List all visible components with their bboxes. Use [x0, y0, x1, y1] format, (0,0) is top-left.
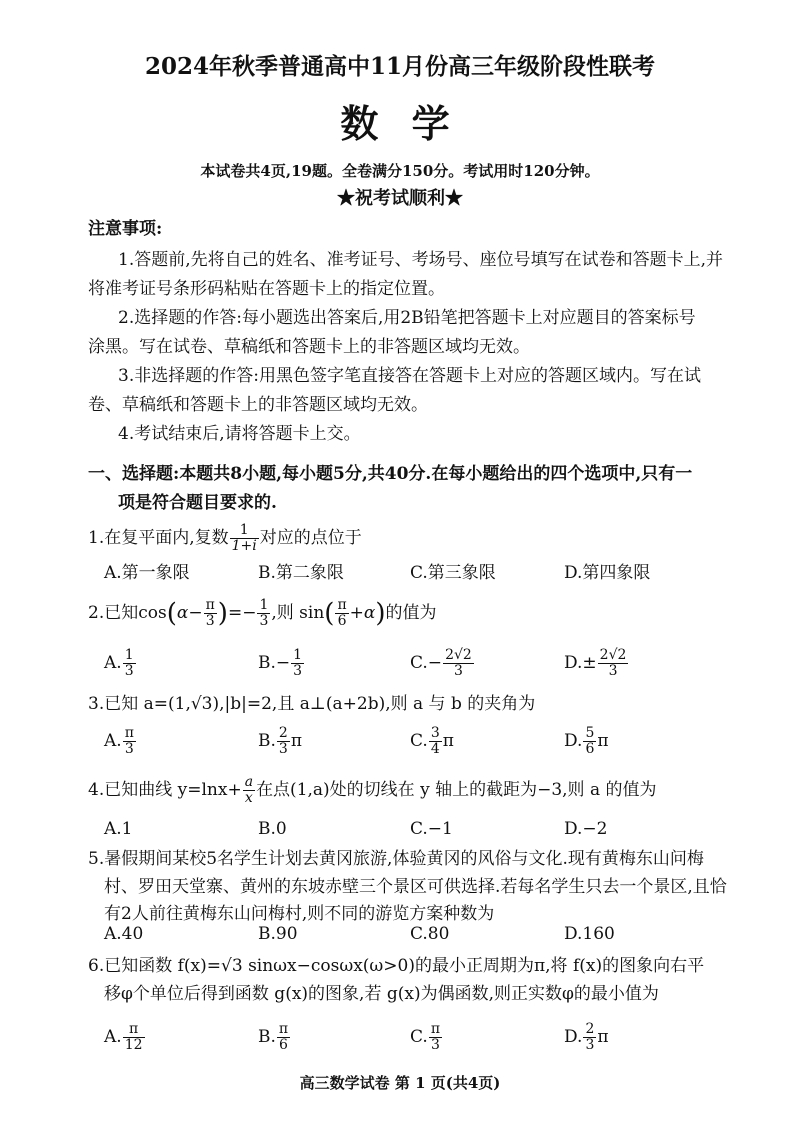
question-5-line: 5.暑假期间某校5名学生计划去黄冈旅游,体验黄冈的风俗与文化.现有黄梅东山问梅	[88, 849, 704, 869]
q2-d-label: D.±	[564, 653, 597, 673]
q6-d-label: D.	[564, 1027, 583, 1047]
q3-d-label: D.	[564, 731, 583, 751]
q2-option-c	[410, 648, 475, 679]
q2-option-a	[104, 648, 137, 679]
q3-a-label: A.	[104, 731, 122, 751]
q3-d-num: 5	[585, 725, 595, 741]
q2-b-num: 1	[293, 647, 303, 663]
section-heading: 一、选择题:本题共8小题,每小题5分,共40分.在每小题给出的四个选项中,只有一	[88, 464, 693, 484]
exam-info: 本试卷共4页,19题。全卷满分150分。考试用时120分钟。	[200, 162, 600, 180]
question-5-line: 有2人前往黄梅东山问梅村,则不同的游览方案种数为	[104, 904, 495, 924]
q3-b-label: B.	[258, 731, 276, 751]
q3-b-pi: π	[290, 731, 303, 751]
note-line: 1.答题前,先将自己的姓名、准考证号、考场号、座位号填写在试卷和答题卡上,并	[118, 250, 724, 270]
q2-arg2: +α	[349, 603, 376, 623]
q1-option-a: A.第一象限	[104, 563, 190, 583]
question-2: 2.已知cos(α− $\frac{\pi}{3}$ )=− $\frac{1}{3}$ ,则 sin( $\frac{\pi}{6}$ +α)的值为	[88, 597, 437, 629]
page-footer: 高三数学试卷 第 1 页(共4页)	[299, 1074, 501, 1092]
q6-option-c	[410, 1022, 443, 1053]
q3-option-c	[410, 726, 454, 757]
q3-c-label: C.	[410, 731, 428, 751]
q4-option-d: D.−2	[564, 819, 608, 839]
q3-a-num: π	[124, 725, 134, 741]
q3-c-pi: π	[442, 731, 454, 751]
note-line: 4.考试结束后,请将答题卡上交。	[118, 424, 361, 444]
q2-d-num: 2√2	[599, 647, 627, 663]
q1-option-d: D.第四象限	[564, 563, 651, 583]
note-line: 3.非选择题的作答:用黑色签字笔直接答在答题卡上对应的答题区域内。写在试	[118, 366, 701, 386]
q6-a-den: 12	[124, 1037, 143, 1053]
q2-c-num: 2√2	[445, 647, 472, 663]
q2-stem-pre: 2.已知cos	[88, 603, 167, 623]
q3-b-num: 2	[278, 725, 288, 741]
q6-option-d	[564, 1022, 609, 1053]
q2-then: ,则 sin	[271, 603, 325, 623]
q3-c-den: 4	[430, 741, 440, 757]
q6-b-label: B.	[258, 1027, 276, 1047]
q2-b-label: B.−	[258, 653, 291, 673]
q2-stem-post: 的值为	[385, 603, 437, 623]
q6-option-a	[104, 1022, 146, 1053]
q6-c-label: C.	[410, 1027, 428, 1047]
q2-a-num: 1	[124, 647, 134, 663]
question-6-line: 6.已知函数 f(x)=√3 sinωx−cosωx(ω>0)的最小正周期为π,将 f(x)的图象向右平	[88, 956, 705, 976]
q3-c-num: 3	[430, 725, 440, 741]
q1-option-c: C.第三象限	[410, 563, 496, 583]
q4-option-b: B.0	[258, 819, 287, 839]
note-line: 2.选择题的作答:每小题选出答案后,用2B铅笔把答题卡上对应题目的答案标号	[118, 308, 696, 328]
q2-arg2-num: π	[337, 597, 347, 613]
q5-option-d: D.160	[564, 924, 615, 944]
q2-arg1-frac	[204, 598, 217, 629]
q2-arg1-num: π	[205, 597, 215, 613]
q6-a-label: A.	[104, 1027, 122, 1047]
q3-option-d	[564, 726, 609, 757]
q6-d-num: 2	[585, 1021, 595, 1037]
q3-a-den: 3	[124, 741, 134, 757]
q6-option-b	[258, 1022, 291, 1053]
q1-fraction	[230, 523, 259, 554]
q3-option-a	[104, 726, 137, 757]
q2-val-num: 1	[259, 597, 269, 613]
q5-option-c: C.80	[410, 924, 450, 944]
q6-c-num: π	[430, 1021, 441, 1037]
q4-option-c: C.−1	[410, 819, 453, 839]
q2-d-den: 3	[608, 663, 618, 679]
q2-arg2-frac	[335, 598, 348, 629]
q6-d-den: 3	[585, 1037, 595, 1053]
q4-stem-post: 在点(1,a)处的切线在 y 轴上的截距为−3,则 a 的值为	[256, 780, 657, 800]
q2-equals: =−	[227, 603, 257, 623]
q2-val-den: 3	[259, 613, 269, 629]
question-5-line: 村、罗田天堂寨、黄州的东坡赤壁三个景区可供选择.若每名学生只去一个景区,且恰	[104, 877, 727, 897]
q5-option-b: B.90	[258, 924, 298, 944]
q2-a-den: 3	[124, 663, 134, 679]
q4-option-a: A.1	[104, 819, 133, 839]
q1-stem-pre: 1.在复平面内,复数	[88, 528, 229, 548]
q1-stem-post: 对应的点位于	[259, 528, 362, 548]
q2-b-den: 3	[293, 663, 303, 679]
q1-frac-den: 1+i	[231, 538, 257, 554]
q2-c-label: C.−	[410, 653, 443, 673]
q3-option-b	[258, 726, 302, 757]
note-line: 涂黑。写在试卷、草稿纸和答题卡上的非答题区域均无效。	[88, 337, 530, 357]
q6-a-num: π	[123, 1022, 145, 1038]
notes-heading: 注意事项:	[88, 219, 163, 239]
q6-b-num: π	[278, 1021, 289, 1037]
q2-a-label: A.	[104, 653, 122, 673]
good-luck-banner: ★祝考试顺利★	[337, 188, 463, 209]
note-line: 将准考证号条形码粘贴在答题卡上的指定位置。	[88, 279, 445, 299]
exam-title: 2024年秋季普通高中11月份高三年级阶段性联考	[144, 53, 656, 80]
q2-arg2-den: 6	[337, 613, 347, 629]
q4-frac-den: x	[244, 790, 253, 806]
q3-d-den: 6	[585, 741, 595, 757]
q3-d-pi: π	[597, 731, 609, 751]
q4-stem-pre: 4.已知曲线 y=lnx+	[88, 780, 242, 800]
q2-arg1-den: 3	[205, 613, 215, 629]
q6-c-den: 3	[430, 1037, 440, 1053]
q6-b-den: 6	[279, 1037, 288, 1053]
question-3: 3.已知 a=(1,√3),|b|=2,且 a⊥(a+2b),则 a 与 b 的夹角为	[88, 694, 536, 714]
q5-option-a: A.40	[104, 924, 144, 944]
q2-option-b	[258, 648, 305, 679]
q4-frac-num: a	[244, 774, 254, 790]
question-6-line: 移φ个单位后得到函数 g(x)的图象,若 g(x)为偶函数,则正实数φ的最小值为	[104, 984, 659, 1004]
subject-title: 数 学	[340, 101, 460, 146]
q6-d-pi: π	[597, 1027, 609, 1047]
q1-frac-num: 1	[230, 523, 259, 539]
q2-option-d	[564, 648, 629, 679]
question-4	[88, 775, 657, 806]
q2-value-frac	[257, 598, 270, 629]
q3-b-den: 3	[278, 741, 288, 757]
section-heading-cont: 项是符合题目要求的.	[118, 493, 277, 513]
note-line: 卷、草稿纸和答题卡上的非答题区域均无效。	[88, 395, 428, 415]
q2-c-den: 3	[453, 663, 463, 679]
q2-arg1: α−	[176, 603, 203, 623]
q1-option-b: B.第二象限	[258, 563, 344, 583]
question-1	[88, 523, 362, 554]
